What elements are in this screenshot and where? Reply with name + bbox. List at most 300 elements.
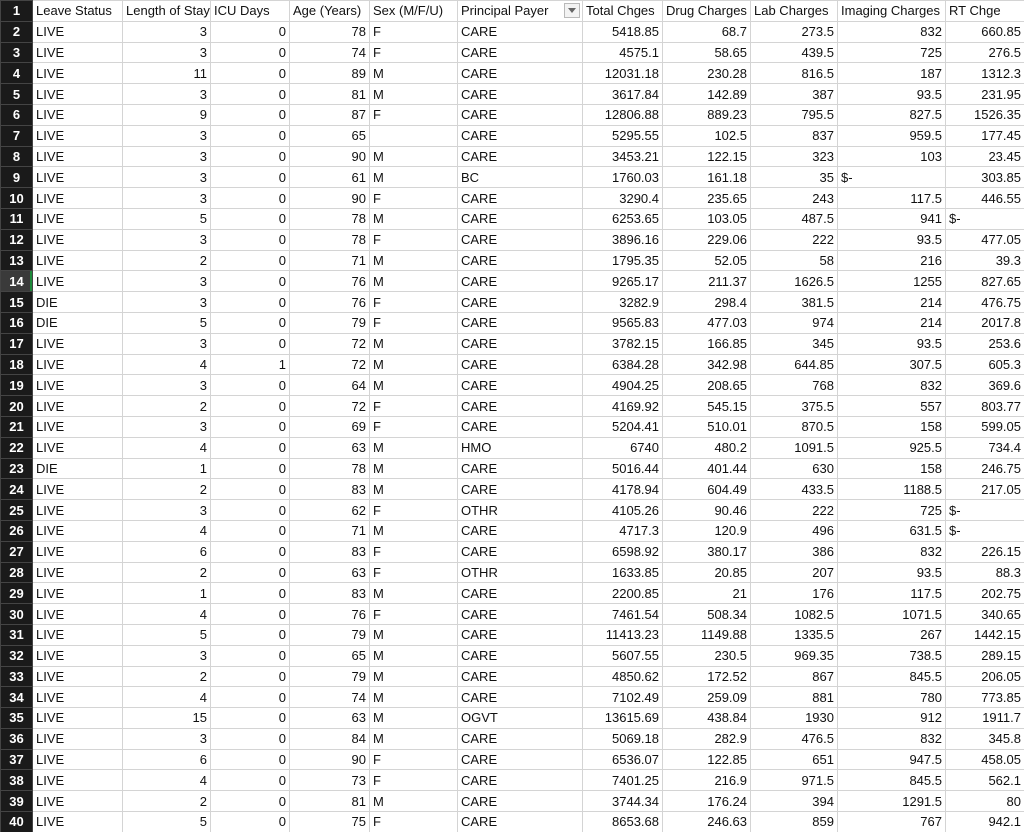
cell-rt-charge[interactable]: 345.8 [946,728,1024,749]
cell-principal-payer[interactable]: OTHR [458,500,583,521]
cell-sex[interactable]: M [370,271,458,292]
cell-principal-payer[interactable]: CARE [458,312,583,333]
cell-sex[interactable]: F [370,812,458,832]
cell-leave-status[interactable]: LIVE [33,375,123,396]
cell-leave-status[interactable]: LIVE [33,229,123,250]
cell-total-charges[interactable]: 4717.3 [583,520,663,541]
header-sex[interactable]: Sex (M/F/U) [370,1,458,22]
cell-total-charges[interactable]: 8653.68 [583,812,663,832]
cell-rt-charge[interactable]: 217.05 [946,479,1024,500]
cell-length-of-stay[interactable]: 2 [123,666,211,687]
cell-rt-charge[interactable]: $- [946,520,1024,541]
cell-rt-charge[interactable]: 226.15 [946,541,1024,562]
cell-sex[interactable]: M [370,250,458,271]
row-header[interactable]: 21 [1,416,33,437]
cell-sex[interactable]: M [370,63,458,84]
cell-sex[interactable]: M [370,208,458,229]
cell-total-charges[interactable]: 5607.55 [583,645,663,666]
cell-total-charges[interactable]: 5295.55 [583,125,663,146]
cell-lab-charges[interactable]: 974 [751,312,838,333]
cell-rt-charge[interactable]: 458.05 [946,749,1024,770]
cell-length-of-stay[interactable]: 4 [123,687,211,708]
cell-principal-payer[interactable]: CARE [458,292,583,313]
cell-sex[interactable]: F [370,416,458,437]
cell-icu-days[interactable]: 0 [211,645,290,666]
cell-age[interactable]: 87 [290,104,370,125]
cell-icu-days[interactable]: 0 [211,42,290,63]
row-header[interactable]: 5 [1,84,33,105]
cell-leave-status[interactable]: LIVE [33,520,123,541]
cell-drug-charges[interactable]: 604.49 [663,479,751,500]
cell-length-of-stay[interactable]: 4 [123,437,211,458]
cell-length-of-stay[interactable]: 3 [123,728,211,749]
cell-total-charges[interactable]: 3896.16 [583,229,663,250]
cell-age[interactable]: 71 [290,250,370,271]
cell-total-charges[interactable]: 4575.1 [583,42,663,63]
cell-lab-charges[interactable]: 816.5 [751,63,838,84]
cell-drug-charges[interactable]: 510.01 [663,416,751,437]
cell-age[interactable]: 84 [290,728,370,749]
cell-age[interactable]: 76 [290,604,370,625]
row-header[interactable]: 9 [1,167,33,188]
cell-imaging-charges[interactable]: 1291.5 [838,791,946,812]
header-principal-payer[interactable] [458,1,583,22]
cell-rt-charge[interactable]: 276.5 [946,42,1024,63]
cell-drug-charges[interactable]: 380.17 [663,541,751,562]
cell-principal-payer[interactable]: CARE [458,208,583,229]
cell-lab-charges[interactable]: 176 [751,583,838,604]
cell-drug-charges[interactable]: 889.23 [663,104,751,125]
cell-icu-days[interactable]: 0 [211,375,290,396]
cell-sex[interactable]: F [370,396,458,417]
cell-total-charges[interactable]: 7401.25 [583,770,663,791]
cell-age[interactable]: 63 [290,437,370,458]
cell-leave-status[interactable]: LIVE [33,208,123,229]
cell-length-of-stay[interactable]: 3 [123,271,211,292]
cell-lab-charges[interactable]: 969.35 [751,645,838,666]
cell-icu-days[interactable]: 1 [211,354,290,375]
cell-drug-charges[interactable]: 142.89 [663,84,751,105]
row-header[interactable]: 37 [1,749,33,770]
cell-icu-days[interactable]: 0 [211,770,290,791]
cell-imaging-charges[interactable]: 767 [838,812,946,832]
cell-lab-charges[interactable]: 345 [751,333,838,354]
cell-age[interactable]: 69 [290,416,370,437]
cell-leave-status[interactable]: LIVE [33,604,123,625]
cell-rt-charge[interactable]: 562.1 [946,770,1024,791]
cell-length-of-stay[interactable]: 5 [123,812,211,832]
cell-age[interactable]: 74 [290,687,370,708]
row-header[interactable]: 6 [1,104,33,125]
row-header[interactable]: 18 [1,354,33,375]
cell-age[interactable]: 90 [290,749,370,770]
cell-principal-payer[interactable]: CARE [458,583,583,604]
cell-leave-status[interactable]: LIVE [33,416,123,437]
cell-sex[interactable]: F [370,188,458,209]
cell-length-of-stay[interactable]: 3 [123,645,211,666]
cell-imaging-charges[interactable]: 832 [838,375,946,396]
row-header[interactable]: 15 [1,292,33,313]
cell-length-of-stay[interactable]: 11 [123,63,211,84]
cell-principal-payer[interactable]: CARE [458,728,583,749]
cell-total-charges[interactable]: 3744.34 [583,791,663,812]
cell-length-of-stay[interactable]: 4 [123,604,211,625]
cell-total-charges[interactable]: 5016.44 [583,458,663,479]
cell-icu-days[interactable]: 0 [211,791,290,812]
cell-total-charges[interactable]: 1760.03 [583,167,663,188]
cell-principal-payer[interactable]: CARE [458,375,583,396]
cell-principal-payer[interactable]: CARE [458,645,583,666]
cell-icu-days[interactable]: 0 [211,812,290,832]
cell-icu-days[interactable]: 0 [211,292,290,313]
cell-total-charges[interactable]: 5204.41 [583,416,663,437]
cell-length-of-stay[interactable]: 3 [123,167,211,188]
cell-drug-charges[interactable]: 235.65 [663,188,751,209]
cell-drug-charges[interactable]: 102.5 [663,125,751,146]
cell-principal-payer[interactable]: CARE [458,624,583,645]
cell-length-of-stay[interactable]: 1 [123,458,211,479]
cell-leave-status[interactable]: LIVE [33,645,123,666]
cell-sex[interactable]: M [370,666,458,687]
cell-leave-status[interactable]: LIVE [33,541,123,562]
cell-sex[interactable]: F [370,292,458,313]
row-header[interactable]: 40 [1,812,33,832]
cell-sex[interactable]: M [370,645,458,666]
cell-leave-status[interactable]: LIVE [33,333,123,354]
cell-imaging-charges[interactable]: 725 [838,500,946,521]
cell-imaging-charges[interactable]: 725 [838,42,946,63]
cell-icu-days[interactable]: 0 [211,604,290,625]
row-header[interactable]: 10 [1,188,33,209]
cell-imaging-charges[interactable]: 925.5 [838,437,946,458]
cell-imaging-charges[interactable]: 832 [838,541,946,562]
row-header[interactable]: 2 [1,21,33,42]
cell-rt-charge[interactable]: 734.4 [946,437,1024,458]
cell-imaging-charges[interactable]: $- [838,167,946,188]
cell-sex[interactable]: M [370,520,458,541]
header-rt-charge[interactable]: RT Chge [946,1,1024,22]
cell-drug-charges[interactable]: 1149.88 [663,624,751,645]
cell-age[interactable]: 83 [290,479,370,500]
cell-rt-charge[interactable]: 477.05 [946,229,1024,250]
cell-rt-charge[interactable]: 827.65 [946,271,1024,292]
cell-leave-status[interactable]: LIVE [33,791,123,812]
cell-icu-days[interactable]: 0 [211,333,290,354]
cell-rt-charge[interactable]: 23.45 [946,146,1024,167]
cell-drug-charges[interactable]: 230.28 [663,63,751,84]
cell-imaging-charges[interactable]: 93.5 [838,84,946,105]
cell-lab-charges[interactable]: 1082.5 [751,604,838,625]
cell-sex[interactable]: M [370,583,458,604]
cell-total-charges[interactable]: 7102.49 [583,687,663,708]
cell-age[interactable]: 72 [290,354,370,375]
cell-sex[interactable]: F [370,604,458,625]
cell-drug-charges[interactable]: 438.84 [663,708,751,729]
cell-total-charges[interactable]: 2200.85 [583,583,663,604]
cell-rt-charge[interactable]: 88.3 [946,562,1024,583]
cell-imaging-charges[interactable]: 780 [838,687,946,708]
cell-length-of-stay[interactable]: 4 [123,770,211,791]
cell-imaging-charges[interactable]: 103 [838,146,946,167]
cell-icu-days[interactable]: 0 [211,104,290,125]
cell-age[interactable]: 78 [290,21,370,42]
cell-lab-charges[interactable]: 881 [751,687,838,708]
cell-leave-status[interactable]: LIVE [33,728,123,749]
cell-imaging-charges[interactable]: 187 [838,63,946,84]
cell-icu-days[interactable]: 0 [211,624,290,645]
cell-age[interactable]: 78 [290,458,370,479]
cell-imaging-charges[interactable]: 832 [838,728,946,749]
cell-drug-charges[interactable]: 122.15 [663,146,751,167]
cell-leave-status[interactable]: LIVE [33,562,123,583]
cell-principal-payer[interactable]: CARE [458,229,583,250]
cell-lab-charges[interactable]: 394 [751,791,838,812]
cell-drug-charges[interactable]: 477.03 [663,312,751,333]
cell-drug-charges[interactable]: 216.9 [663,770,751,791]
cell-total-charges[interactable]: 11413.23 [583,624,663,645]
cell-age[interactable]: 72 [290,333,370,354]
cell-leave-status[interactable]: DIE [33,292,123,313]
header-total-charges[interactable]: Total Chges [583,1,663,22]
cell-length-of-stay[interactable]: 2 [123,396,211,417]
cell-length-of-stay[interactable]: 4 [123,354,211,375]
cell-length-of-stay[interactable]: 2 [123,791,211,812]
cell-age[interactable]: 78 [290,229,370,250]
cell-sex[interactable]: M [370,479,458,500]
cell-leave-status[interactable]: LIVE [33,250,123,271]
cell-leave-status[interactable]: LIVE [33,167,123,188]
cell-lab-charges[interactable]: 496 [751,520,838,541]
header-drug-charges[interactable]: Drug Charges [663,1,751,22]
cell-rt-charge[interactable]: 202.75 [946,583,1024,604]
cell-imaging-charges[interactable]: 93.5 [838,229,946,250]
cell-drug-charges[interactable]: 508.34 [663,604,751,625]
cell-sex[interactable]: M [370,624,458,645]
cell-length-of-stay[interactable]: 6 [123,749,211,770]
cell-sex[interactable]: F [370,229,458,250]
header-age[interactable]: Age (Years) [290,1,370,22]
cell-icu-days[interactable]: 0 [211,271,290,292]
cell-leave-status[interactable]: LIVE [33,146,123,167]
cell-principal-payer[interactable]: CARE [458,188,583,209]
cell-length-of-stay[interactable]: 5 [123,312,211,333]
cell-leave-status[interactable]: LIVE [33,84,123,105]
cell-total-charges[interactable]: 6253.65 [583,208,663,229]
cell-imaging-charges[interactable]: 557 [838,396,946,417]
cell-imaging-charges[interactable]: 158 [838,416,946,437]
cell-imaging-charges[interactable]: 827.5 [838,104,946,125]
cell-icu-days[interactable]: 0 [211,188,290,209]
cell-imaging-charges[interactable]: 267 [838,624,946,645]
cell-principal-payer[interactable]: CARE [458,21,583,42]
cell-imaging-charges[interactable]: 307.5 [838,354,946,375]
cell-total-charges[interactable]: 3282.9 [583,292,663,313]
cell-drug-charges[interactable]: 58.65 [663,42,751,63]
cell-leave-status[interactable]: LIVE [33,354,123,375]
cell-length-of-stay[interactable]: 3 [123,375,211,396]
cell-lab-charges[interactable]: 35 [751,167,838,188]
cell-length-of-stay[interactable]: 5 [123,624,211,645]
cell-principal-payer[interactable]: CARE [458,125,583,146]
row-header[interactable]: 35 [1,708,33,729]
cell-principal-payer[interactable]: CARE [458,146,583,167]
cell-icu-days[interactable]: 0 [211,687,290,708]
cell-sex[interactable]: F [370,104,458,125]
cell-icu-days[interactable]: 0 [211,125,290,146]
cell-leave-status[interactable]: LIVE [33,42,123,63]
cell-total-charges[interactable]: 7461.54 [583,604,663,625]
cell-total-charges[interactable]: 4105.26 [583,500,663,521]
cell-lab-charges[interactable]: 859 [751,812,838,832]
row-header[interactable]: 31 [1,624,33,645]
cell-sex[interactable]: F [370,749,458,770]
row-header[interactable]: 39 [1,791,33,812]
cell-principal-payer[interactable]: BC [458,167,583,188]
cell-length-of-stay[interactable]: 1 [123,583,211,604]
cell-rt-charge[interactable]: 1911.7 [946,708,1024,729]
cell-leave-status[interactable]: LIVE [33,687,123,708]
cell-age[interactable]: 76 [290,271,370,292]
cell-icu-days[interactable]: 0 [211,520,290,541]
cell-total-charges[interactable]: 9565.83 [583,312,663,333]
cell-total-charges[interactable]: 6740 [583,437,663,458]
cell-leave-status[interactable]: LIVE [33,749,123,770]
cell-sex[interactable]: M [370,437,458,458]
cell-length-of-stay[interactable]: 3 [123,42,211,63]
cell-principal-payer[interactable]: OTHR [458,562,583,583]
cell-drug-charges[interactable]: 176.24 [663,791,751,812]
cell-icu-days[interactable]: 0 [211,229,290,250]
cell-rt-charge[interactable]: 303.85 [946,167,1024,188]
row-header[interactable]: 8 [1,146,33,167]
cell-icu-days[interactable]: 0 [211,416,290,437]
cell-leave-status[interactable]: LIVE [33,437,123,458]
cell-total-charges[interactable]: 3782.15 [583,333,663,354]
cell-drug-charges[interactable]: 103.05 [663,208,751,229]
cell-icu-days[interactable]: 0 [211,63,290,84]
cell-principal-payer[interactable]: HMO [458,437,583,458]
cell-icu-days[interactable]: 0 [211,479,290,500]
cell-icu-days[interactable]: 0 [211,728,290,749]
cell-leave-status[interactable]: LIVE [33,21,123,42]
cell-age[interactable]: 78 [290,208,370,229]
cell-icu-days[interactable]: 0 [211,437,290,458]
cell-lab-charges[interactable]: 273.5 [751,21,838,42]
cell-rt-charge[interactable]: 1312.3 [946,63,1024,84]
cell-total-charges[interactable]: 5418.85 [583,21,663,42]
cell-drug-charges[interactable]: 122.85 [663,749,751,770]
cell-lab-charges[interactable]: 867 [751,666,838,687]
cell-principal-payer[interactable]: CARE [458,541,583,562]
cell-principal-payer[interactable]: CARE [458,791,583,812]
cell-lab-charges[interactable]: 651 [751,749,838,770]
cell-leave-status[interactable]: LIVE [33,396,123,417]
row-header[interactable]: 30 [1,604,33,625]
cell-drug-charges[interactable]: 208.65 [663,375,751,396]
row-header[interactable]: 28 [1,562,33,583]
cell-lab-charges[interactable]: 387 [751,84,838,105]
cell-imaging-charges[interactable]: 93.5 [838,333,946,354]
cell-total-charges[interactable]: 9265.17 [583,271,663,292]
cell-principal-payer[interactable]: CARE [458,333,583,354]
cell-total-charges[interactable]: 6536.07 [583,749,663,770]
row-header[interactable]: 12 [1,229,33,250]
cell-age[interactable]: 75 [290,812,370,832]
cell-imaging-charges[interactable]: 845.5 [838,666,946,687]
cell-icu-days[interactable]: 0 [211,396,290,417]
cell-imaging-charges[interactable]: 117.5 [838,583,946,604]
cell-rt-charge[interactable]: 476.75 [946,292,1024,313]
cell-length-of-stay[interactable]: 3 [123,416,211,437]
cell-principal-payer[interactable]: CARE [458,250,583,271]
cell-principal-payer[interactable]: CARE [458,354,583,375]
cell-principal-payer[interactable]: CARE [458,770,583,791]
cell-sex[interactable]: M [370,84,458,105]
cell-icu-days[interactable]: 0 [211,541,290,562]
cell-lab-charges[interactable]: 476.5 [751,728,838,749]
cell-principal-payer[interactable]: CARE [458,749,583,770]
row-header[interactable]: 14 [1,271,33,292]
cell-icu-days[interactable]: 0 [211,250,290,271]
row-header[interactable]: 1 [1,1,33,22]
cell-imaging-charges[interactable]: 1071.5 [838,604,946,625]
cell-total-charges[interactable]: 12031.18 [583,63,663,84]
cell-length-of-stay[interactable]: 3 [123,21,211,42]
cell-drug-charges[interactable]: 172.52 [663,666,751,687]
cell-length-of-stay[interactable]: 3 [123,229,211,250]
cell-lab-charges[interactable]: 243 [751,188,838,209]
cell-length-of-stay[interactable]: 2 [123,562,211,583]
cell-imaging-charges[interactable]: 832 [838,21,946,42]
cell-length-of-stay[interactable]: 4 [123,520,211,541]
cell-sex[interactable]: M [370,167,458,188]
cell-rt-charge[interactable]: 446.55 [946,188,1024,209]
cell-lab-charges[interactable]: 222 [751,500,838,521]
cell-drug-charges[interactable]: 480.2 [663,437,751,458]
cell-imaging-charges[interactable]: 912 [838,708,946,729]
cell-sex[interactable] [370,125,458,146]
cell-lab-charges[interactable]: 1626.5 [751,271,838,292]
filter-dropdown-icon[interactable] [564,3,580,18]
cell-drug-charges[interactable]: 545.15 [663,396,751,417]
cell-icu-days[interactable]: 0 [211,562,290,583]
row-header[interactable]: 36 [1,728,33,749]
cell-drug-charges[interactable]: 166.85 [663,333,751,354]
cell-icu-days[interactable]: 0 [211,21,290,42]
cell-sex[interactable]: M [370,728,458,749]
cell-rt-charge[interactable]: 177.45 [946,125,1024,146]
cell-lab-charges[interactable]: 768 [751,375,838,396]
row-header[interactable]: 22 [1,437,33,458]
row-header[interactable]: 24 [1,479,33,500]
cell-rt-charge[interactable]: 942.1 [946,812,1024,832]
cell-leave-status[interactable]: LIVE [33,624,123,645]
cell-total-charges[interactable]: 4904.25 [583,375,663,396]
cell-leave-status[interactable]: LIVE [33,666,123,687]
cell-drug-charges[interactable]: 68.7 [663,21,751,42]
cell-rt-charge[interactable]: 39.3 [946,250,1024,271]
cell-lab-charges[interactable]: 381.5 [751,292,838,313]
row-header[interactable]: 13 [1,250,33,271]
cell-drug-charges[interactable]: 259.09 [663,687,751,708]
cell-lab-charges[interactable]: 630 [751,458,838,479]
cell-imaging-charges[interactable]: 845.5 [838,770,946,791]
cell-principal-payer[interactable]: CARE [458,687,583,708]
cell-principal-payer[interactable]: OGVT [458,708,583,729]
row-header[interactable]: 11 [1,208,33,229]
cell-age[interactable]: 64 [290,375,370,396]
header-icu-days[interactable]: ICU Days [211,1,290,22]
